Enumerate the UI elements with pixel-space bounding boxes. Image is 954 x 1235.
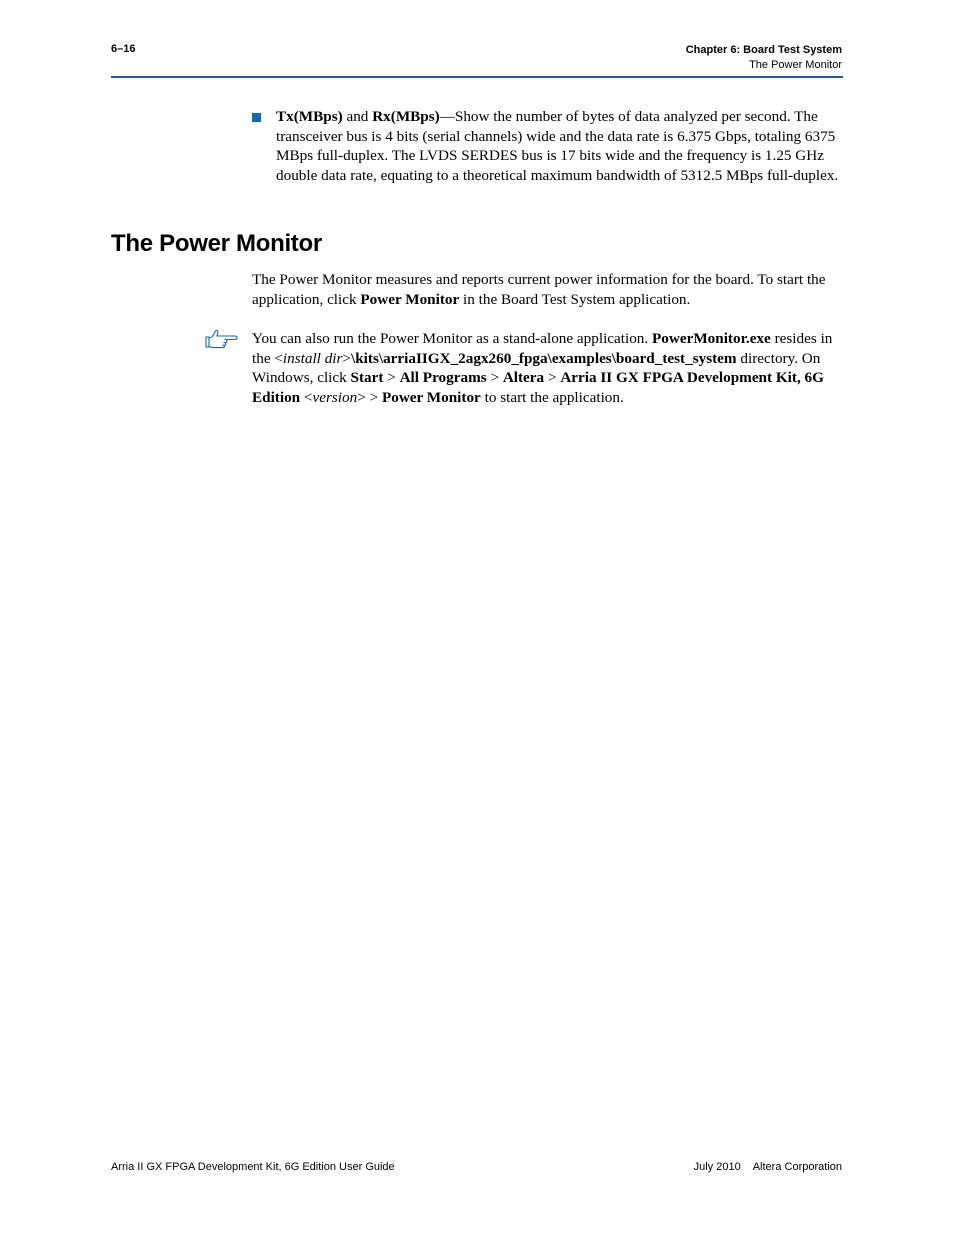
header-rule [111, 76, 843, 78]
bullet-text [276, 107, 844, 185]
footer-date: July 2010 [693, 1161, 741, 1173]
menu-separator: > [544, 369, 561, 387]
install-dir-placeholder: install dir [282, 349, 343, 367]
note-text-3: > [342, 349, 351, 367]
footer-doc-title: Arria II GX FPGA Development Kit, 6G Edition User Guide [111, 1161, 395, 1173]
bullet-description: —Show the number of bytes of data analyzed per second. The transceiver bus is 4 bits (serial channels) wide and the data rate is 6.375 Gbps, totaling 6375 MBps full-duplex. The LVDS SERDES bus is 17 bits wide and the frequency is 1.25 GHz double data rate, equating to a theoretical maximum bandwidth of 5312.5 MBps full-duplex. [276, 108, 839, 184]
start-menu-term: Start [350, 369, 384, 387]
bullet-item [252, 107, 844, 185]
tx-term: Tx(MBps) [276, 108, 343, 125]
note-text-2: resides in the < [252, 330, 833, 367]
note-paragraph [252, 329, 844, 407]
note-text-5: < [300, 388, 313, 406]
pointing-hand-icon [205, 329, 239, 349]
chapter-title: Chapter 6: Board Test System [685, 44, 842, 56]
exe-name: PowerMonitor.exe [652, 330, 771, 347]
footer-right [694, 1161, 842, 1173]
note-text-7: to start the application. [480, 388, 624, 406]
note-text-4: directory. On Windows, click [252, 349, 821, 387]
footer-company: Altera Corporation [752, 1161, 842, 1173]
altera-term: Altera [502, 369, 545, 387]
note-text-1: You can also run the Power Monitor as a stand-alone application. [252, 330, 652, 347]
intro-text-2: in the Board Test System application. [459, 290, 691, 308]
bullet-and: and [342, 108, 373, 125]
power-monitor-term: Power Monitor [360, 290, 460, 308]
section-heading: The Power Monitor [111, 230, 322, 257]
kit-term: Arria II GX FPGA Development Kit, 6G Edition [252, 369, 824, 406]
bullet-square-icon [252, 113, 261, 122]
section-name: The Power Monitor [749, 59, 842, 71]
running-header [686, 43, 842, 73]
all-programs-term: All Programs [399, 369, 487, 387]
rx-term: Rx(MBps) [372, 108, 440, 125]
menu-separator: > [486, 369, 503, 387]
page-number: 6–16 [111, 43, 136, 55]
power-monitor-menu-term: Power Monitor [381, 388, 481, 406]
intro-text-1: The Power Monitor measures and reports current power information for the board. To start the application, click [252, 271, 826, 308]
note-text-6: > > [357, 388, 382, 406]
intro-paragraph [252, 270, 844, 309]
directory-path: \kits\arriaIIGX_2agx260_fpga\examples\board_test_system [351, 349, 737, 367]
version-placeholder: version [312, 388, 358, 406]
menu-separator: > [383, 369, 400, 387]
